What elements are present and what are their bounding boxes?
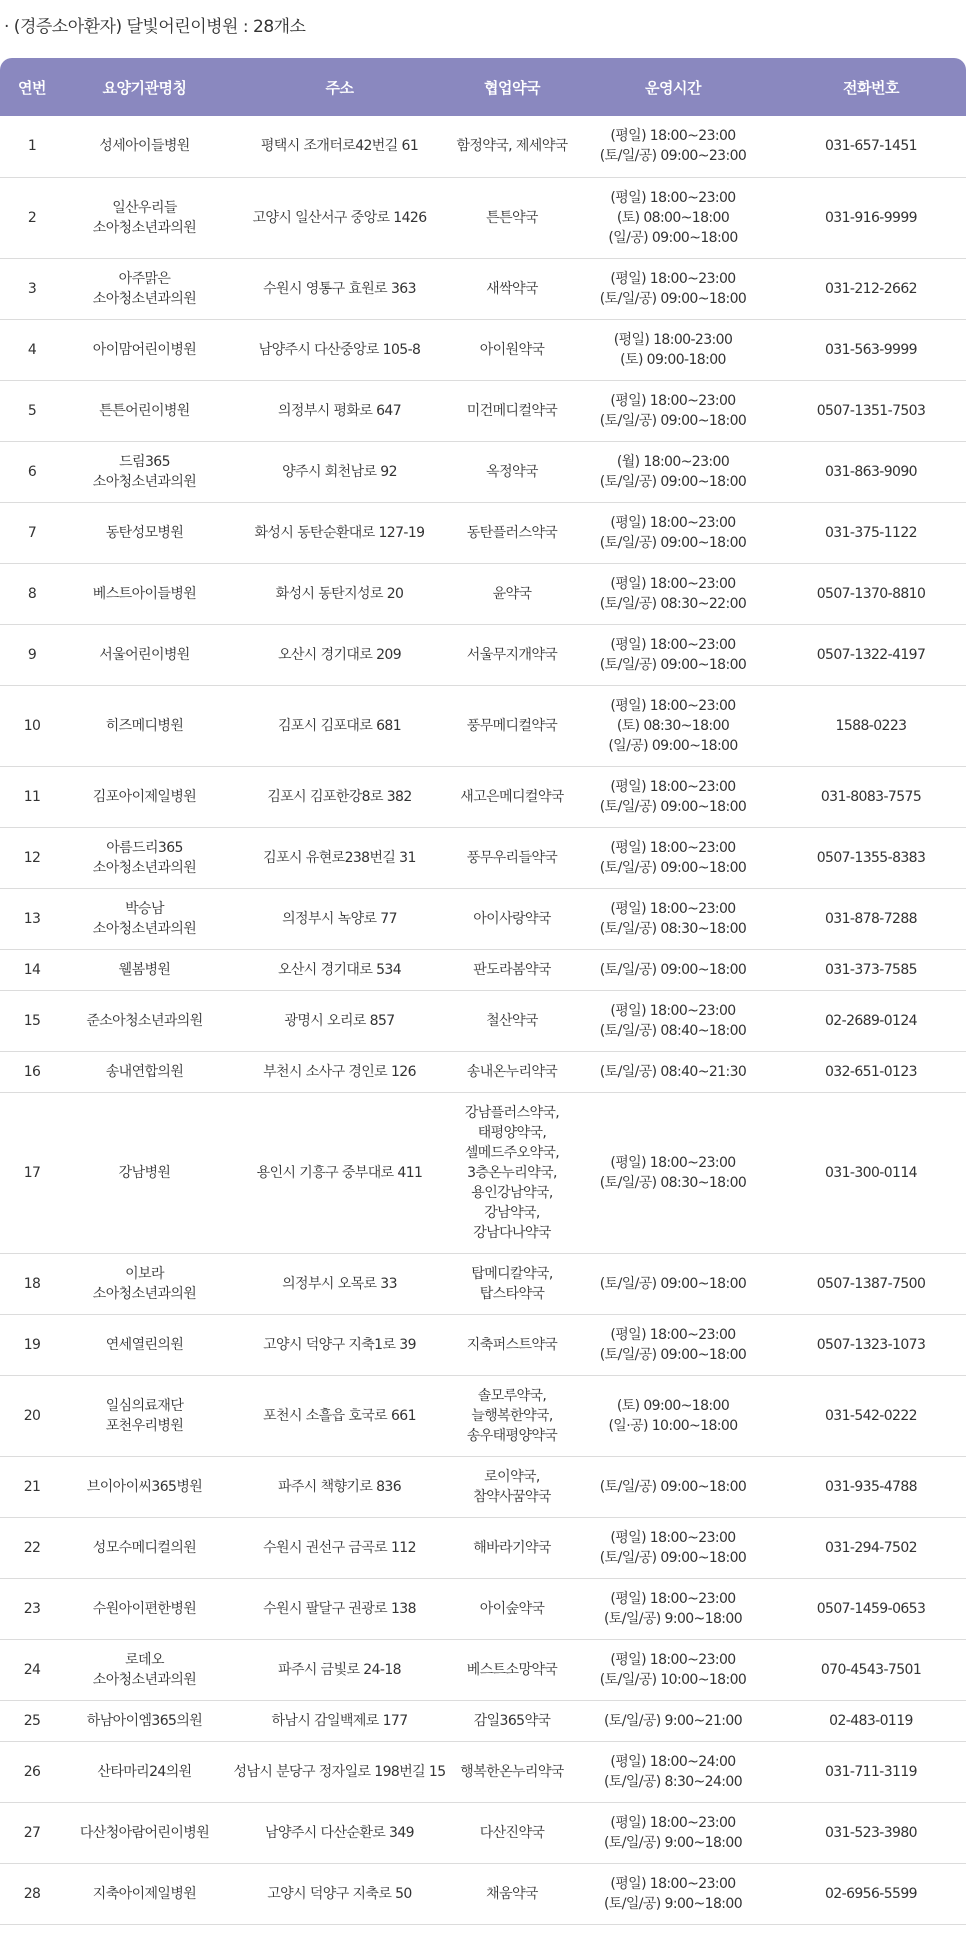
table-row [0, 1741, 966, 1802]
cell-pharmacy: 새싹약국 [454, 258, 570, 319]
table-row [0, 1375, 966, 1456]
table-row [0, 624, 966, 685]
cell-address: 오산시 경기대로 534 [225, 949, 454, 990]
cell-no: 12 [0, 827, 64, 888]
table-row [0, 1456, 966, 1517]
cell-name: 드림365 소아청소년과의원 [64, 441, 225, 502]
cell-hours: (평일) 18:00~23:00 (토/일/공) 08:30~18:00 [570, 1092, 776, 1253]
table-row [0, 177, 966, 258]
cell-name: 지축아이제일병원 [64, 1863, 225, 1924]
cell-phone: 02-483-0119 [776, 1700, 966, 1741]
cell-address: 수원시 영통구 효원로 363 [225, 258, 454, 319]
cell-hours: (평일) 18:00~23:00 (토/일/공) 08:40~18:00 [570, 990, 776, 1051]
cell-address: 수원시 팔달구 권광로 138 [225, 1578, 454, 1639]
cell-phone: 031-711-3119 [776, 1741, 966, 1802]
cell-no: 27 [0, 1802, 64, 1863]
cell-no: 14 [0, 949, 64, 990]
cell-phone: 031-300-0114 [776, 1092, 966, 1253]
cell-pharmacy: 다산진약국 [454, 1802, 570, 1863]
cell-name: 송내연합의원 [64, 1051, 225, 1092]
cell-phone: 031-523-3980 [776, 1802, 966, 1863]
cell-pharmacy: 채움약국 [454, 1863, 570, 1924]
cell-hours: (평일) 18:00-23:00 (토) 09:00-18:00 [570, 319, 776, 380]
cell-address: 수원시 권선구 금곡로 112 [225, 1517, 454, 1578]
table-row [0, 502, 966, 563]
cell-pharmacy: 지축퍼스트약국 [454, 1314, 570, 1375]
table-row [0, 319, 966, 380]
cell-hours: (평일) 18:00~23:00 (토/일/공) 09:00~18:00 [570, 827, 776, 888]
cell-address: 포천시 소흘읍 호국로 661 [225, 1375, 454, 1456]
table-row [0, 827, 966, 888]
cell-name: 베스트아이들병원 [64, 563, 225, 624]
cell-phone: 031-657-1451 [776, 116, 966, 177]
cell-no: 8 [0, 563, 64, 624]
cell-phone: 0507-1323-1073 [776, 1314, 966, 1375]
cell-name: 이보라 소아청소년과의원 [64, 1253, 225, 1314]
cell-no: 24 [0, 1639, 64, 1700]
cell-hours: (평일) 18:00~23:00 (토/일/공) 09:00~18:00 [570, 624, 776, 685]
cell-pharmacy: 튼튼약국 [454, 177, 570, 258]
cell-address: 오산시 경기대로 209 [225, 624, 454, 685]
cell-hours: (평일) 18:00~23:00 (토/일/공) 09:00~18:00 [570, 1517, 776, 1578]
cell-name: 일산우리들 소아청소년과의원 [64, 177, 225, 258]
section-caption: · (경증소아환자) 달빛어린이병원 : 28개소 [4, 17, 306, 37]
cell-no: 9 [0, 624, 64, 685]
cell-address: 김포시 김포대로 681 [225, 685, 454, 766]
table-row [0, 1253, 966, 1314]
cell-pharmacy: 함정약국, 제세약국 [454, 116, 570, 177]
cell-address: 남양주시 다산중앙로 105-8 [225, 319, 454, 380]
table-row [0, 116, 966, 177]
cell-address: 의정부시 평화로 647 [225, 380, 454, 441]
table-row [0, 563, 966, 624]
cell-address: 화성시 동탄지성로 20 [225, 563, 454, 624]
cell-hours: (토/일/공) 9:00~21:00 [570, 1700, 776, 1741]
cell-phone: 02-2689-0124 [776, 990, 966, 1051]
cell-name: 연세열린의원 [64, 1314, 225, 1375]
cell-phone: 031-294-7502 [776, 1517, 966, 1578]
cell-no: 10 [0, 685, 64, 766]
cell-phone: 0507-1370-8810 [776, 563, 966, 624]
cell-pharmacy: 베스트소망약국 [454, 1639, 570, 1700]
hospital-table [0, 58, 966, 1925]
cell-name: 하남아이엠365의원 [64, 1700, 225, 1741]
cell-address: 성남시 분당구 정자일로 198번길 15 [225, 1741, 454, 1802]
table-row [0, 1700, 966, 1741]
cell-no: 11 [0, 766, 64, 827]
cell-no: 22 [0, 1517, 64, 1578]
cell-phone: 031-212-2662 [776, 258, 966, 319]
cell-address: 파주시 책향기로 836 [225, 1456, 454, 1517]
cell-hours: (평일) 18:00~23:00 (토/일/공) 9:00~18:00 [570, 1578, 776, 1639]
cell-no: 3 [0, 258, 64, 319]
cell-name: 웰봄병원 [64, 949, 225, 990]
cell-phone: 0507-1387-7500 [776, 1253, 966, 1314]
cell-hours: (평일) 18:00~23:00 (토/일/공) 9:00~18:00 [570, 1802, 776, 1863]
cell-address: 부천시 소사구 경인로 126 [225, 1051, 454, 1092]
cell-name: 김포아이제일병원 [64, 766, 225, 827]
cell-phone: 0507-1322-4197 [776, 624, 966, 685]
cell-name: 서울어린이병원 [64, 624, 225, 685]
cell-no: 25 [0, 1700, 64, 1741]
cell-hours: (토/일/공) 09:00~18:00 [570, 1456, 776, 1517]
cell-phone: 0507-1355-8383 [776, 827, 966, 888]
cell-pharmacy: 송내온누리약국 [454, 1051, 570, 1092]
cell-hours: (평일) 18:00~23:00 (토) 08:30~18:00 (일/공) 09:00~18:00 [570, 685, 776, 766]
cell-name: 준소아청소년과의원 [64, 990, 225, 1051]
cell-no: 13 [0, 888, 64, 949]
cell-address: 양주시 회천남로 92 [225, 441, 454, 502]
table-row [0, 1578, 966, 1639]
cell-pharmacy: 강남플러스약국, 태평양약국, 셀메드주오약국, 3층온누리약국, 용인강남약국, 강남약국, 강남다나약국 [454, 1092, 570, 1253]
cell-name: 브이아이씨365병원 [64, 1456, 225, 1517]
cell-pharmacy: 솔모루약국, 늘행복한약국, 송우태평양약국 [454, 1375, 570, 1456]
header-address: 주소 [225, 58, 454, 116]
cell-phone: 031-542-0222 [776, 1375, 966, 1456]
cell-hours: (토) 09:00~18:00 (일·공) 10:00~18:00 [570, 1375, 776, 1456]
cell-phone: 031-878-7288 [776, 888, 966, 949]
cell-phone: 1588-0223 [776, 685, 966, 766]
cell-phone: 070-4543-7501 [776, 1639, 966, 1700]
cell-address: 하남시 감일백제로 177 [225, 1700, 454, 1741]
cell-hours: (평일) 18:00~23:00 (토/일/공) 08:30~22:00 [570, 563, 776, 624]
cell-phone: 02-6956-5599 [776, 1863, 966, 1924]
cell-pharmacy: 철산약국 [454, 990, 570, 1051]
table-row [0, 258, 966, 319]
cell-name: 튼튼어린이병원 [64, 380, 225, 441]
table-row [0, 1639, 966, 1700]
cell-address: 용인시 기흥구 중부대로 411 [225, 1092, 454, 1253]
cell-hours: (평일) 18:00~23:00 (토/일/공) 09:00~18:00 [570, 1314, 776, 1375]
cell-no: 4 [0, 319, 64, 380]
cell-name: 성모수메디컬의원 [64, 1517, 225, 1578]
cell-phone: 032-651-0123 [776, 1051, 966, 1092]
cell-hours: (토/일/공) 08:40~21:30 [570, 1051, 776, 1092]
table-row [0, 949, 966, 990]
cell-phone: 031-8083-7575 [776, 766, 966, 827]
table-row [0, 990, 966, 1051]
table-row [0, 1314, 966, 1375]
cell-pharmacy: 서울무지개약국 [454, 624, 570, 685]
cell-name: 박승남 소아청소년과의원 [64, 888, 225, 949]
header-hours: 운영시간 [570, 58, 776, 116]
cell-name: 일심의료재단 포천우리병원 [64, 1375, 225, 1456]
cell-address: 고양시 일산서구 중앙로 1426 [225, 177, 454, 258]
table-row [0, 1802, 966, 1863]
table-row [0, 1051, 966, 1092]
cell-no: 23 [0, 1578, 64, 1639]
table-row [0, 1863, 966, 1924]
cell-no: 26 [0, 1741, 64, 1802]
cell-hours: (평일) 18:00~23:00 (토) 08:00~18:00 (일/공) 09:00~18:00 [570, 177, 776, 258]
cell-no: 15 [0, 990, 64, 1051]
cell-no: 2 [0, 177, 64, 258]
cell-no: 28 [0, 1863, 64, 1924]
cell-phone: 031-935-4788 [776, 1456, 966, 1517]
cell-address: 파주시 금빛로 24-18 [225, 1639, 454, 1700]
cell-address: 의정부시 녹양로 77 [225, 888, 454, 949]
table-row [0, 685, 966, 766]
table-row [0, 1517, 966, 1578]
cell-phone: 031-863-9090 [776, 441, 966, 502]
cell-hours: (평일) 18:00~23:00 (토/일/공) 09:00~18:00 [570, 380, 776, 441]
table-header [0, 58, 966, 116]
cell-pharmacy: 판도라봄약국 [454, 949, 570, 990]
cell-pharmacy: 윤약국 [454, 563, 570, 624]
cell-phone: 031-375-1122 [776, 502, 966, 563]
table-row [0, 380, 966, 441]
cell-name: 성세아이들병원 [64, 116, 225, 177]
table-row [0, 766, 966, 827]
cell-name: 수원아이편한병원 [64, 1578, 225, 1639]
cell-name: 산타마리24의원 [64, 1741, 225, 1802]
cell-pharmacy: 풍무우리들약국 [454, 827, 570, 888]
cell-pharmacy: 풍무메디컬약국 [454, 685, 570, 766]
cell-name: 로데오 소아청소년과의원 [64, 1639, 225, 1700]
cell-pharmacy: 아이원약국 [454, 319, 570, 380]
cell-no: 21 [0, 1456, 64, 1517]
header-row [0, 58, 966, 116]
cell-no: 17 [0, 1092, 64, 1253]
cell-phone: 0507-1351-7503 [776, 380, 966, 441]
cell-hours: (토/일/공) 09:00~18:00 [570, 949, 776, 990]
cell-pharmacy: 아이숲약국 [454, 1578, 570, 1639]
cell-address: 김포시 유현로238번길 31 [225, 827, 454, 888]
cell-hours: (평일) 18:00~23:00 (토/일/공) 09:00~18:00 [570, 258, 776, 319]
cell-pharmacy: 탑메디칼약국, 탑스타약국 [454, 1253, 570, 1314]
cell-pharmacy: 옥정약국 [454, 441, 570, 502]
cell-pharmacy: 해바라기약국 [454, 1517, 570, 1578]
table-row [0, 441, 966, 502]
cell-no: 20 [0, 1375, 64, 1456]
cell-hours: (월) 18:00~23:00 (토/일/공) 09:00~18:00 [570, 441, 776, 502]
cell-pharmacy: 아이사랑약국 [454, 888, 570, 949]
cell-address: 남양주시 다산순환로 349 [225, 1802, 454, 1863]
cell-hours: (평일) 18:00~23:00 (토/일/공) 08:30~18:00 [570, 888, 776, 949]
cell-address: 고양시 덕양구 지축1로 39 [225, 1314, 454, 1375]
cell-address: 고양시 덕양구 지축로 50 [225, 1863, 454, 1924]
table-row [0, 888, 966, 949]
cell-pharmacy: 감일365약국 [454, 1700, 570, 1741]
cell-name: 동탄성모병원 [64, 502, 225, 563]
cell-name: 히즈메디병원 [64, 685, 225, 766]
cell-hours: (평일) 18:00~23:00 (토/일/공) 9:00~18:00 [570, 1863, 776, 1924]
cell-no: 16 [0, 1051, 64, 1092]
cell-name: 아이맘어린이병원 [64, 319, 225, 380]
header-name: 요양기관명칭 [64, 58, 225, 116]
cell-no: 7 [0, 502, 64, 563]
cell-name: 다산청아람어린이병원 [64, 1802, 225, 1863]
cell-hours: (평일) 18:00~23:00 (토/일/공) 09:00~18:00 [570, 502, 776, 563]
cell-no: 19 [0, 1314, 64, 1375]
header-no: 연번 [0, 58, 64, 116]
cell-no: 1 [0, 116, 64, 177]
header-pharmacy: 협업약국 [454, 58, 570, 116]
cell-hours: (평일) 18:00~23:00 (토/일/공) 09:00~18:00 [570, 766, 776, 827]
cell-phone: 031-916-9999 [776, 177, 966, 258]
cell-hours: (평일) 18:00~23:00 (토/일/공) 10:00~18:00 [570, 1639, 776, 1700]
cell-name: 아주맑은 소아청소년과의원 [64, 258, 225, 319]
cell-pharmacy: 동탄플러스약국 [454, 502, 570, 563]
cell-hours: (평일) 18:00~24:00 (토/일/공) 8:30~24:00 [570, 1741, 776, 1802]
cell-no: 6 [0, 441, 64, 502]
table-body [0, 116, 966, 1924]
table-row [0, 1092, 966, 1253]
cell-pharmacy: 새고은메디컬약국 [454, 766, 570, 827]
header-phone: 전화번호 [776, 58, 966, 116]
cell-pharmacy: 미건메디컬약국 [454, 380, 570, 441]
cell-name: 강남병원 [64, 1092, 225, 1253]
cell-hours: (평일) 18:00~23:00 (토/일/공) 09:00~23:00 [570, 116, 776, 177]
cell-hours: (토/일/공) 09:00~18:00 [570, 1253, 776, 1314]
cell-address: 김포시 김포한강8로 382 [225, 766, 454, 827]
cell-pharmacy: 행복한온누리약국 [454, 1741, 570, 1802]
cell-address: 화성시 동탄순환대로 127-19 [225, 502, 454, 563]
cell-name: 아름드리365 소아청소년과의원 [64, 827, 225, 888]
cell-phone: 031-563-9999 [776, 319, 966, 380]
cell-address: 평택시 조개터로42번길 61 [225, 116, 454, 177]
cell-no: 5 [0, 380, 64, 441]
cell-phone: 0507-1459-0653 [776, 1578, 966, 1639]
cell-address: 광명시 오리로 857 [225, 990, 454, 1051]
cell-address: 의정부시 오목로 33 [225, 1253, 454, 1314]
cell-phone: 031-373-7585 [776, 949, 966, 990]
cell-no: 18 [0, 1253, 64, 1314]
cell-pharmacy: 로이약국, 참약사꿈약국 [454, 1456, 570, 1517]
